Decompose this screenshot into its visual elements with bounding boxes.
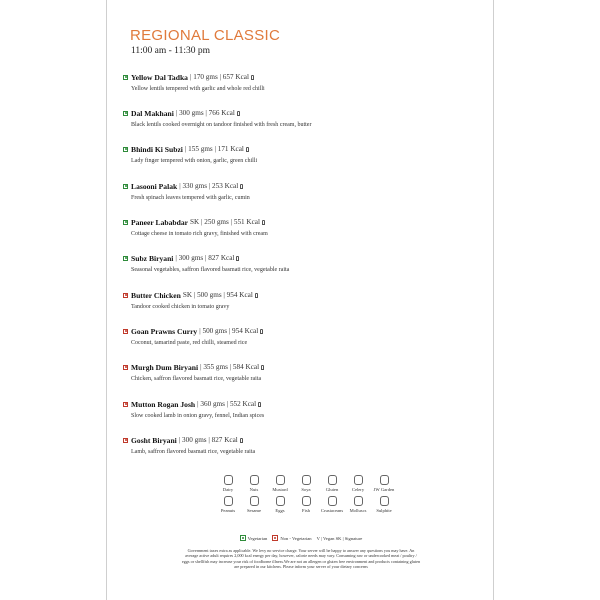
menu-item-header bbox=[123, 253, 483, 263]
menu-item bbox=[123, 399, 483, 419]
menu-item-name: Dal Makhani bbox=[131, 108, 174, 118]
section-hours: 11:00 am - 11:30 pm bbox=[131, 46, 210, 56]
allergen-celery: Celery bbox=[347, 475, 369, 492]
menu-item-header bbox=[123, 144, 483, 154]
section-title: REGIONAL CLASSIC bbox=[130, 27, 281, 44]
allergen-gluten: Gluten bbox=[321, 475, 343, 492]
allergen-icon bbox=[237, 111, 240, 116]
allergen-icon bbox=[260, 329, 263, 334]
menu-item-name: Butter Chicken bbox=[131, 290, 181, 300]
allergen-row bbox=[216, 496, 396, 513]
crustaceans-icon bbox=[328, 496, 337, 506]
allergen-jw-garden: JW Garden bbox=[373, 475, 395, 492]
nonveg-icon bbox=[123, 329, 128, 334]
menu-item-meta: | 300 gms | 766 Kcal bbox=[175, 109, 235, 117]
allergen-sesame: Sesame bbox=[243, 496, 265, 513]
allergen-icon bbox=[246, 147, 249, 152]
menu-item-description: Cottage cheese in tomato rich gravy, finished with cream bbox=[131, 231, 268, 237]
allergen-icon bbox=[258, 402, 261, 407]
menu-item-header bbox=[123, 72, 483, 82]
menu-item-description: Yellow lentils tempered with garlic and whole red chilli bbox=[131, 86, 265, 92]
allergen-molluscs: Molluscs bbox=[347, 496, 369, 513]
menu-item-meta: | 360 gms | 552 Kcal bbox=[197, 400, 257, 408]
allergen-icon bbox=[251, 75, 254, 80]
menu-item-meta: | 300 gms | 827 Kcal bbox=[178, 436, 238, 444]
menu-item bbox=[123, 362, 483, 382]
menu-item-header bbox=[123, 362, 483, 372]
menu-item-header bbox=[123, 399, 483, 409]
veg-icon bbox=[123, 220, 128, 225]
nonveg-icon bbox=[123, 365, 128, 370]
peanuts-icon bbox=[224, 496, 233, 506]
menu-item bbox=[123, 253, 483, 273]
menu-item bbox=[123, 181, 483, 201]
menu-item bbox=[123, 108, 483, 128]
eggs-icon bbox=[276, 496, 285, 506]
allergen-icon bbox=[240, 438, 243, 443]
menu-item-name: Lasooni Palak bbox=[131, 181, 178, 191]
menu-item-name: Yellow Dal Tadka bbox=[131, 72, 188, 82]
nuts-icon bbox=[250, 475, 259, 485]
menu-item bbox=[123, 290, 483, 310]
menu-item-meta: SK | 500 gms | 954 Kcal bbox=[182, 291, 253, 299]
menu-item-name: Mutton Rogan Josh bbox=[131, 399, 196, 409]
menu-item-description: Chicken, saffron flavored basmati rice, vegetable raita bbox=[131, 376, 262, 382]
menu-item-description: Black lentils cooked overnight on tandoor finished with fresh cream, butter bbox=[131, 122, 312, 128]
allergen-icon bbox=[261, 365, 264, 370]
menu-item-header bbox=[123, 290, 483, 300]
allergen-row bbox=[216, 475, 396, 492]
menu-item-description: Lamb, saffron flavored basmati rice, vegetable raita bbox=[131, 449, 256, 455]
menu-item-description: Tandoor cooked chicken in tomato gravy bbox=[131, 304, 230, 310]
allergen-icon bbox=[240, 184, 243, 189]
menu-item-header bbox=[123, 326, 483, 336]
mustard-icon bbox=[276, 475, 285, 485]
menu-item bbox=[123, 72, 483, 92]
allergen-icon bbox=[255, 293, 258, 298]
menu-page bbox=[106, 0, 494, 600]
gluten-icon bbox=[328, 475, 337, 485]
nonveg-icon bbox=[272, 535, 278, 541]
menu-item bbox=[123, 144, 483, 164]
menu-item-description: Slow cooked lamb in onion gravy, fennel, Indian spices bbox=[131, 413, 265, 419]
menu-item-header bbox=[123, 108, 483, 118]
veg-icon bbox=[123, 184, 128, 189]
menu-item-name: Bhindi Ki Subzi bbox=[131, 144, 183, 154]
allergen-eggs: Eggs bbox=[269, 496, 291, 513]
veg-icon bbox=[123, 256, 128, 261]
legend-veg: Vegetarian bbox=[240, 535, 268, 541]
legend-nonveg: Non - Vegetarian bbox=[272, 535, 311, 541]
menu-item-meta: | 300 gms | 827 Kcal bbox=[175, 254, 235, 262]
nonveg-icon bbox=[123, 402, 128, 407]
menu-item-meta: | 170 gms | 657 Kcal bbox=[189, 73, 249, 81]
menu-item-header bbox=[123, 435, 483, 445]
menu-item-name: Gosht Biryani bbox=[131, 435, 177, 445]
allergen-icon bbox=[262, 220, 265, 225]
allergen-soya: Soya bbox=[295, 475, 317, 492]
allergen-key bbox=[216, 475, 396, 517]
veg-icon bbox=[123, 111, 128, 116]
sulphite-icon bbox=[380, 496, 389, 506]
veg-icon bbox=[240, 535, 246, 541]
menu-item-meta: | 155 gms | 171 Kcal bbox=[184, 145, 244, 153]
veg-icon bbox=[123, 75, 128, 80]
jw-garden-icon bbox=[380, 475, 389, 485]
menu-item-description: Seasonal vegetables, saffron flavored basmati rice, vegetable raita bbox=[131, 267, 290, 273]
menu-item-meta: | 500 gms | 954 Kcal bbox=[199, 327, 259, 335]
dairy-icon bbox=[224, 475, 233, 485]
menu-item-description: Coconut, tamarind paste, red chilli, steamed rice bbox=[131, 340, 248, 346]
allergen-dairy: Dairy bbox=[217, 475, 239, 492]
menu-item bbox=[123, 326, 483, 346]
menu-item-name: Subz Biryani bbox=[131, 253, 174, 263]
sesame-icon bbox=[250, 496, 259, 506]
footnote: Government taxes extra as applicable. We levy no service charge. Your server will be happy to answer any questions you may have. An average active adult requires 2,000 kcal energy per day, however, calorie needs may vary. Consuming raw or undercooked meat / poultry / eggs or shellfish may increase your risk of foodborne illness.We are not an allergen or gluten free environment and products containing gluten are prepared in our kitchens. Please inform your server of your dietary concerns bbox=[181, 548, 421, 570]
menu-item-meta: SK | 250 gms | 551 Kcal bbox=[190, 218, 260, 226]
menu-item-description: Lady finger tempered with onion, garlic, green chilli bbox=[131, 158, 258, 164]
menu-item-name: Paneer Lababdar bbox=[131, 217, 189, 227]
menu-item-name: Goan Prawns Curry bbox=[131, 326, 198, 336]
allergen-sulphite: Sulphite bbox=[373, 496, 395, 513]
nonveg-icon bbox=[123, 293, 128, 298]
allergen-mustard: Mustard bbox=[269, 475, 291, 492]
nonveg-icon bbox=[123, 438, 128, 443]
menu-item-header bbox=[123, 181, 483, 191]
menu-item-meta: | 330 gms | 253 Kcal bbox=[179, 182, 239, 190]
diet-legend bbox=[107, 535, 495, 541]
menu-item-meta: | 355 gms | 584 Kcal bbox=[200, 363, 260, 371]
allergen-peanuts: Peanuts bbox=[217, 496, 239, 513]
celery-icon bbox=[354, 475, 363, 485]
menu-item bbox=[123, 435, 483, 455]
soya-icon bbox=[302, 475, 311, 485]
menu-item-description: Fresh spinach leaves tempered with garlic, cumin bbox=[131, 195, 250, 201]
molluscs-icon bbox=[354, 496, 363, 506]
allergen-fish: Fish bbox=[295, 496, 317, 513]
menu-item-name: Murgh Dum Biryani bbox=[131, 362, 199, 372]
menu-item-header bbox=[123, 217, 483, 227]
veg-icon bbox=[123, 147, 128, 152]
allergen-icon bbox=[236, 256, 239, 261]
menu-item bbox=[123, 217, 483, 237]
allergen-nuts: Nuts bbox=[243, 475, 265, 492]
fish-icon bbox=[302, 496, 311, 506]
allergen-crustaceans: Crustaceans bbox=[321, 496, 343, 513]
legend-other: V | Vegan SK | Signature bbox=[316, 535, 363, 541]
